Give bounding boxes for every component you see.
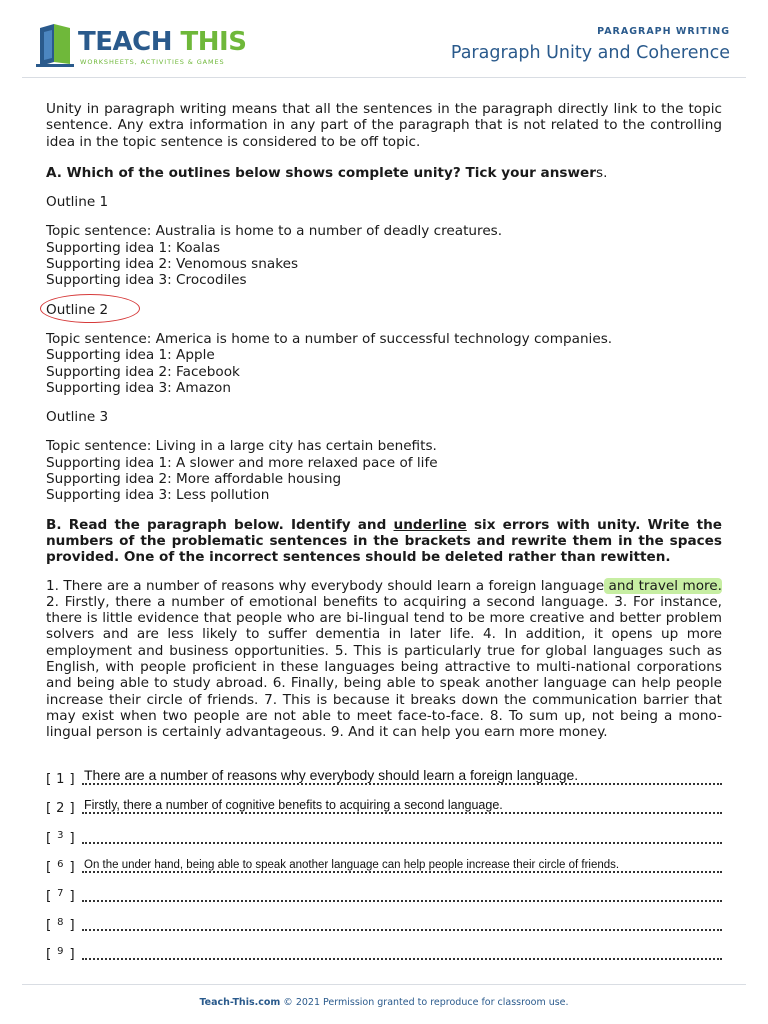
answer-row-6[interactable] [46,908,722,937]
outline-3 [46,396,722,503]
answer-row-2[interactable] [46,791,722,820]
book-logo-icon [36,22,76,68]
question-b [46,517,722,566]
outline-2-label: Outline 2 [46,301,109,318]
outline-3-idea-2: Supporting idea 2: More affordable housing [46,471,342,488]
handwritten-answer-1[interactable]: There are a number of reasons why everybody should learn a foreign language. [84,767,579,784]
handwritten-answer-2[interactable]: Firstly, there a number of cognitive benefits to acquiring a second language. [84,798,503,813]
logo-tagline: WORKSHEETS, ACTIVITIES & GAMES [80,58,225,66]
outline-3-idea-3: Supporting idea 3: Less pollution [46,487,270,504]
answer-number-6[interactable]: 8 [57,917,64,929]
outline-1-label: Outline 1 [46,194,109,211]
worksheet-category: PARAGRAPH WRITING [597,26,730,37]
bracket-close: ] [69,946,75,963]
bracket-close: ] [69,917,75,934]
outline-2 [46,289,722,396]
outline-1-idea-1: Supporting idea 1: Koalas [46,239,221,256]
dotted-answer-line [82,783,722,785]
outline-1 [46,181,722,288]
outline-1-topic: Topic sentence: Australia is home to a number of deadly creatures. [46,223,503,240]
intro-paragraph: Unity in paragraph writing means that all the sentences in the paragraph directly link to the topic sentence. Any extra information in any part of the paragraph that is not related to the controlling idea in the topic sentence is considered to be off topic. [46,101,722,150]
question-a-tail: s. [595,164,608,181]
answer-bracket-1 [46,771,75,787]
paragraph-part-2: 2. Firstly, there a number of emotional benefits to acquiring a second language. 3. For instance, there is little evidence that people who are bi-lingual tend to be more creative and better problem solvers and are less likely to suffer dementia in later life. 4. In addition, it opens up more employment and business opportunities. 5. This is particularly true for global languages such as English, with people proficient in these languages being attractive to multi-national corporations and being able to study abroad. 6. Finally, being able to speak another language can help people increase their circle of friends. 7. This is because it breaks down the communication barrier that may exist when two people are not able to meet face-to-face. 8. To sum up, not being a mono-lingual person is certainly advantageous. 9. And it can help you earn more money. [46,593,722,741]
page-footer [22,984,746,1008]
exercise-paragraph [46,578,722,741]
answer-number-1[interactable]: 1 [56,772,65,788]
answer-bracket-5 [46,888,75,904]
answer-bracket-4 [46,859,75,875]
question-a-text: A. Which of the outlines below shows complete unity? Tick your answer [46,164,596,181]
answer-row-4[interactable] [46,850,722,879]
outline-2-label-wrap[interactable] [46,302,108,318]
highlighted-error[interactable]: and travel more. [604,577,722,594]
dotted-answer-line [82,812,722,814]
answer-number-4[interactable]: 6 [57,858,64,870]
outline-3-lines [46,438,722,503]
dotted-answer-line [82,929,722,931]
bracket-open: [ [46,771,52,788]
answer-number-2[interactable]: 2 [56,801,65,817]
answer-row-7[interactable] [46,937,722,966]
answer-lines [46,762,722,966]
dotted-answer-line [82,958,722,960]
bracket-open: [ [46,887,52,904]
logo-word-teach: TEACH [78,27,172,57]
answer-row-1[interactable] [46,762,722,791]
dotted-answer-line [82,842,722,844]
answer-bracket-3 [46,830,75,846]
outline-3-topic: Topic sentence: Living in a large city has certain benefits. [46,438,437,455]
question-b-underlined: underline [393,516,467,533]
header-titles [451,26,730,63]
bracket-close: ] [69,829,75,846]
page-header [22,18,746,78]
answer-bracket-7 [46,946,75,962]
answer-number-3[interactable]: 3 [57,829,64,841]
footer-site[interactable]: Teach-This.com [199,997,281,1008]
outline-3-label: Outline 3 [46,409,109,426]
answer-bracket-6 [46,917,75,933]
question-a [46,165,722,181]
answer-bracket-2 [46,800,75,816]
footer-notice: © 2021 Permission granted to reproduce for classroom use. [280,997,569,1008]
outline-2-lines [46,331,722,396]
worksheet-content [46,101,722,741]
handwritten-answer-4[interactable]: On the under hand, being able to speak another language can help people increase their circle of friends. [84,858,620,871]
outline-2-idea-3: Supporting idea 3: Amazon [46,379,231,396]
bracket-close: ] [69,800,75,817]
bracket-open: [ [46,858,52,875]
answer-row-5[interactable] [46,879,722,908]
bracket-close: ] [69,858,75,875]
bracket-open: [ [46,800,52,817]
outline-2-topic: Topic sentence: America is home to a number of successful technology companies. [46,330,613,347]
logo-wordmark [78,28,246,56]
paragraph-part-1: 1. There are a number of reasons why everybody should learn a foreign language [46,577,605,594]
bracket-open: [ [46,917,52,934]
question-b-part-2: six errors with unity. Write the numbers of the problematic sentences in the brackets and rewrite them in the spaces provided. One of the incorrect sentences should be deleted rather than rewitten. [46,516,722,566]
outline-1-lines [46,223,722,288]
outline-2-idea-2: Supporting idea 2: Facebook [46,363,240,380]
logo-word-this: THIS [180,27,247,57]
answer-row-3[interactable] [46,820,722,849]
answer-circle-mark [40,294,140,323]
dotted-answer-line [82,900,722,902]
worksheet-title: Paragraph Unity and Coherence [450,43,730,63]
bracket-open: [ [46,829,52,846]
teach-this-logo [36,22,247,72]
question-b-part-1: B. Read the paragraph below. Identify and [46,516,394,533]
outline-1-idea-2: Supporting idea 2: Venomous snakes [46,256,299,273]
outline-3-idea-1: Supporting idea 1: A slower and more relaxed pace of life [46,454,438,471]
dotted-answer-line [82,871,722,873]
bracket-close: ] [69,887,75,904]
outline-2-idea-1: Supporting idea 1: Apple [46,347,215,364]
outline-1-idea-3: Supporting idea 3: Crocodiles [46,272,247,289]
bracket-open: [ [46,946,52,963]
answer-number-7[interactable]: 9 [57,946,64,958]
bracket-close: ] [69,771,75,788]
answer-number-5[interactable]: 7 [57,887,64,899]
